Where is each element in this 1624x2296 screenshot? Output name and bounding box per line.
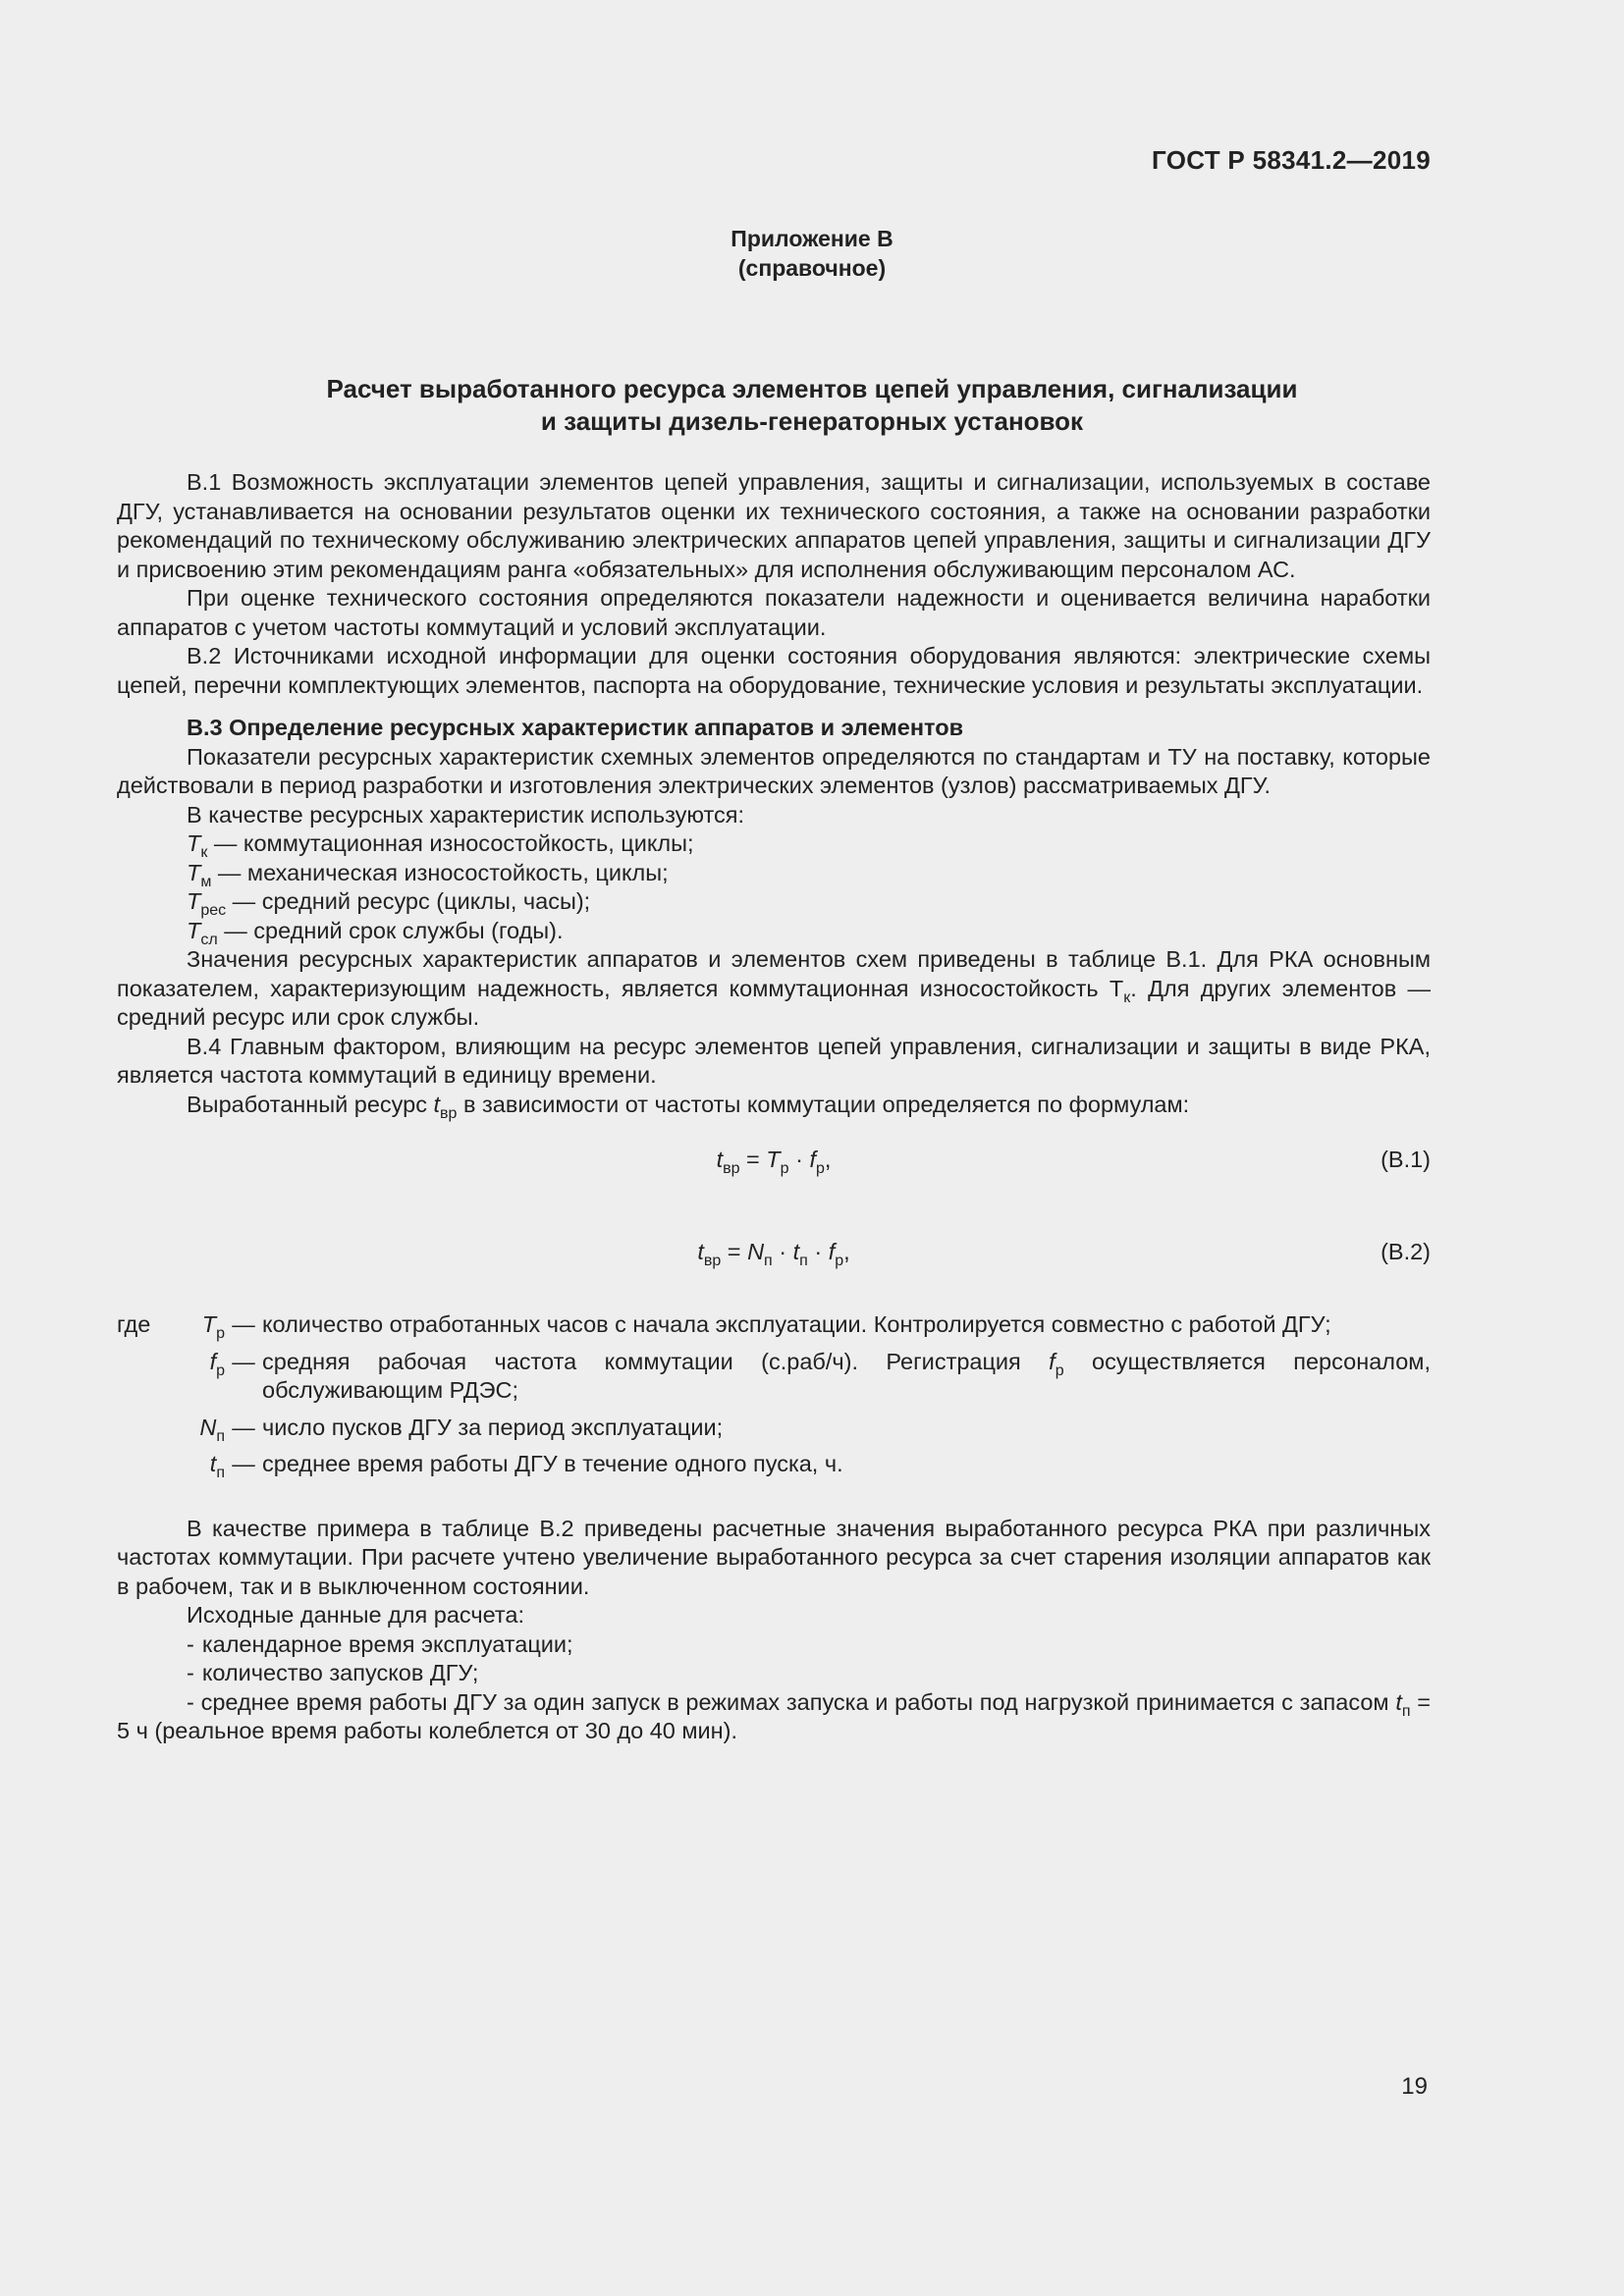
annex-title-line-2: и защиты дизель-генераторных установок <box>540 406 1084 436</box>
where-sym-fr: $f_р$ <box>209 1348 225 1379</box>
input-item-3: - среднее время работы ДГУ за один запуск в режимах запуска и работы под нагрузкой принимается с запасом $t_п = 5$ ч (реальное время работы колеблется от 30 до 40 мин). <box>117 1688 1431 1743</box>
input-item-2: - количество запусков ДГУ; <box>187 1660 479 1685</box>
where-sym-tp: $t_п$ <box>209 1451 225 1481</box>
paragraph-input-heading: Исходные данные для расчета: <box>187 1602 525 1628</box>
document-body <box>117 468 1431 1746</box>
resource-def-tm: $T_м$ — механическая износостойкость, циклы; <box>187 859 669 890</box>
annex-type: (справочное) <box>737 255 887 281</box>
resource-def-tk: $T_к$ — коммутационная износостойкость, циклы; <box>187 830 694 861</box>
paragraph-b2: В.2 Источниками исходной информации для оценки состояния оборудования являются: электрические схемы цепей, перечни комплектующих элементов, паспорта на оборудование, технические условия и результаты эксплуатации. <box>117 643 1431 698</box>
document-code: ГОСТ Р 58341.2—2019 <box>1152 145 1431 175</box>
where-text-tr: количество отработанных часов с начала эксплуатации. Контролируется совместно с работой ДГУ; <box>262 1311 1331 1337</box>
annex-label: Приложение В <box>731 226 893 251</box>
input-item-1: - календарное время эксплуатации; <box>187 1630 573 1657</box>
paragraph-b4-1: В.4 Главным фактором, влияющим на ресурс элементов цепей управления, сигнализации и защиты в виде РКА, является частота коммутаций в единицу времени. <box>117 1033 1431 1088</box>
paragraph-b4-2: Выработанный ресурс $t_{вр}$ в зависимости от частоты коммутации определяется по формулам: <box>187 1091 1190 1122</box>
paragraph-b3-2: В качестве ресурсных характеристик используются: <box>187 801 744 828</box>
annex-heading <box>0 224 1624 283</box>
paragraph-b3-3: Значения ресурсных характеристик аппаратов и элементов схем приведены в таблице В.1. Для РКА основным показателем, характеризующим надежность, является коммутационная износостойкость $T_к$. Для других элементов — средний ресурс или срок службы. <box>117 946 1432 1030</box>
paragraph-b3-1: Показатели ресурсных характеристик схемных элементов определяются по стандартам и ТУ на поставку, которые действовали в период разработки и изготовления электрических элементов (узлов) рассматриваемых ДГУ. <box>117 743 1431 798</box>
paragraph-b1-2: При оценке технического состояния определяются показатели надежности и оценивается величина наработки аппаратов с учетом частоты коммутаций и условий эксплуатации. <box>117 585 1431 640</box>
formula-b1 <box>117 1146 1431 1185</box>
paragraph-b1: В.1 Возможность эксплуатации элементов цепей управления, защиты и сигнализации, используемых в составе ДГУ, устанавливается на основании результатов оценки их технического состояния, а также на основании разработки рекомендаций по техническому обслуживанию электрических аппаратов цепей управления, защиты и сигнализации ДГУ и присвоению этим рекомендациям ранга «обязательных» для исполнения обслуживающим персоналом АС. <box>117 469 1431 582</box>
resource-def-tres: $T_{рес}$ — средний ресурс (циклы, часы); <box>187 888 591 919</box>
resource-definitions <box>117 829 1431 948</box>
annex-title-line-1: Расчет выработанного ресурса элементов цепей управления, сигнализации <box>326 374 1298 403</box>
page-number: 19 <box>1401 2073 1428 2100</box>
formula-b1-number: (В.1) <box>1380 1147 1431 1172</box>
where-text-np: число пусков ДГУ за период эксплуатации; <box>262 1414 724 1440</box>
where-text-tp: среднее время работы ДГУ в течение одного пуска, ч. <box>262 1451 843 1476</box>
where-sym-tr: где $T_р$ <box>117 1311 225 1342</box>
formula-b2-expression: $t_{вр} = N_п \cdot t_п \cdot f_р$, <box>697 1239 850 1269</box>
annex-title <box>0 373 1624 438</box>
resource-def-tsl: $T_{сл}$ — средний срок службы (годы). <box>187 917 564 948</box>
formula-b1-expression: $t_{вр} = T_р \cdot f_р$, <box>716 1147 832 1177</box>
paragraph-example: В качестве примера в таблице В.2 приведены расчетные значения выработанного ресурса РКА при различных частотах коммутации. При расчете учтено увеличение выработанного ресурса за счет старения изоляции аппаратов как в рабочем, так и в выключенном состоянии. <box>117 1515 1431 1599</box>
where-sym-np: $N_п$ <box>199 1414 225 1445</box>
where-text-fr: средняя рабочая частота коммутации (с.раб/ч). Регистрация $f_р$ осуществляется персоналом, обслуживающим РДЭС; <box>262 1348 1431 1403</box>
formula-b2-number: (В.2) <box>1380 1239 1431 1264</box>
where-list: где $T_р$ — количество отработанных часов с начала эксплуатации. Контролируется совместно с работой ДГУ; $f_р$ — средняя рабочая частота коммутации (с.раб/ч). Регистрация $f_р$ осуществляется персоналом, обслуживающим РДЭС; $N_п$ — число пусков ДГУ за период эксплуатации; $t_п$ — среднее время работы ДГУ в течение одного пуска, ч. <box>117 1311 1431 1481</box>
section-b3-heading: В.3 Определение ресурсных характеристик аппаратов и элементов <box>187 715 964 740</box>
formula-b2 <box>117 1238 1431 1277</box>
